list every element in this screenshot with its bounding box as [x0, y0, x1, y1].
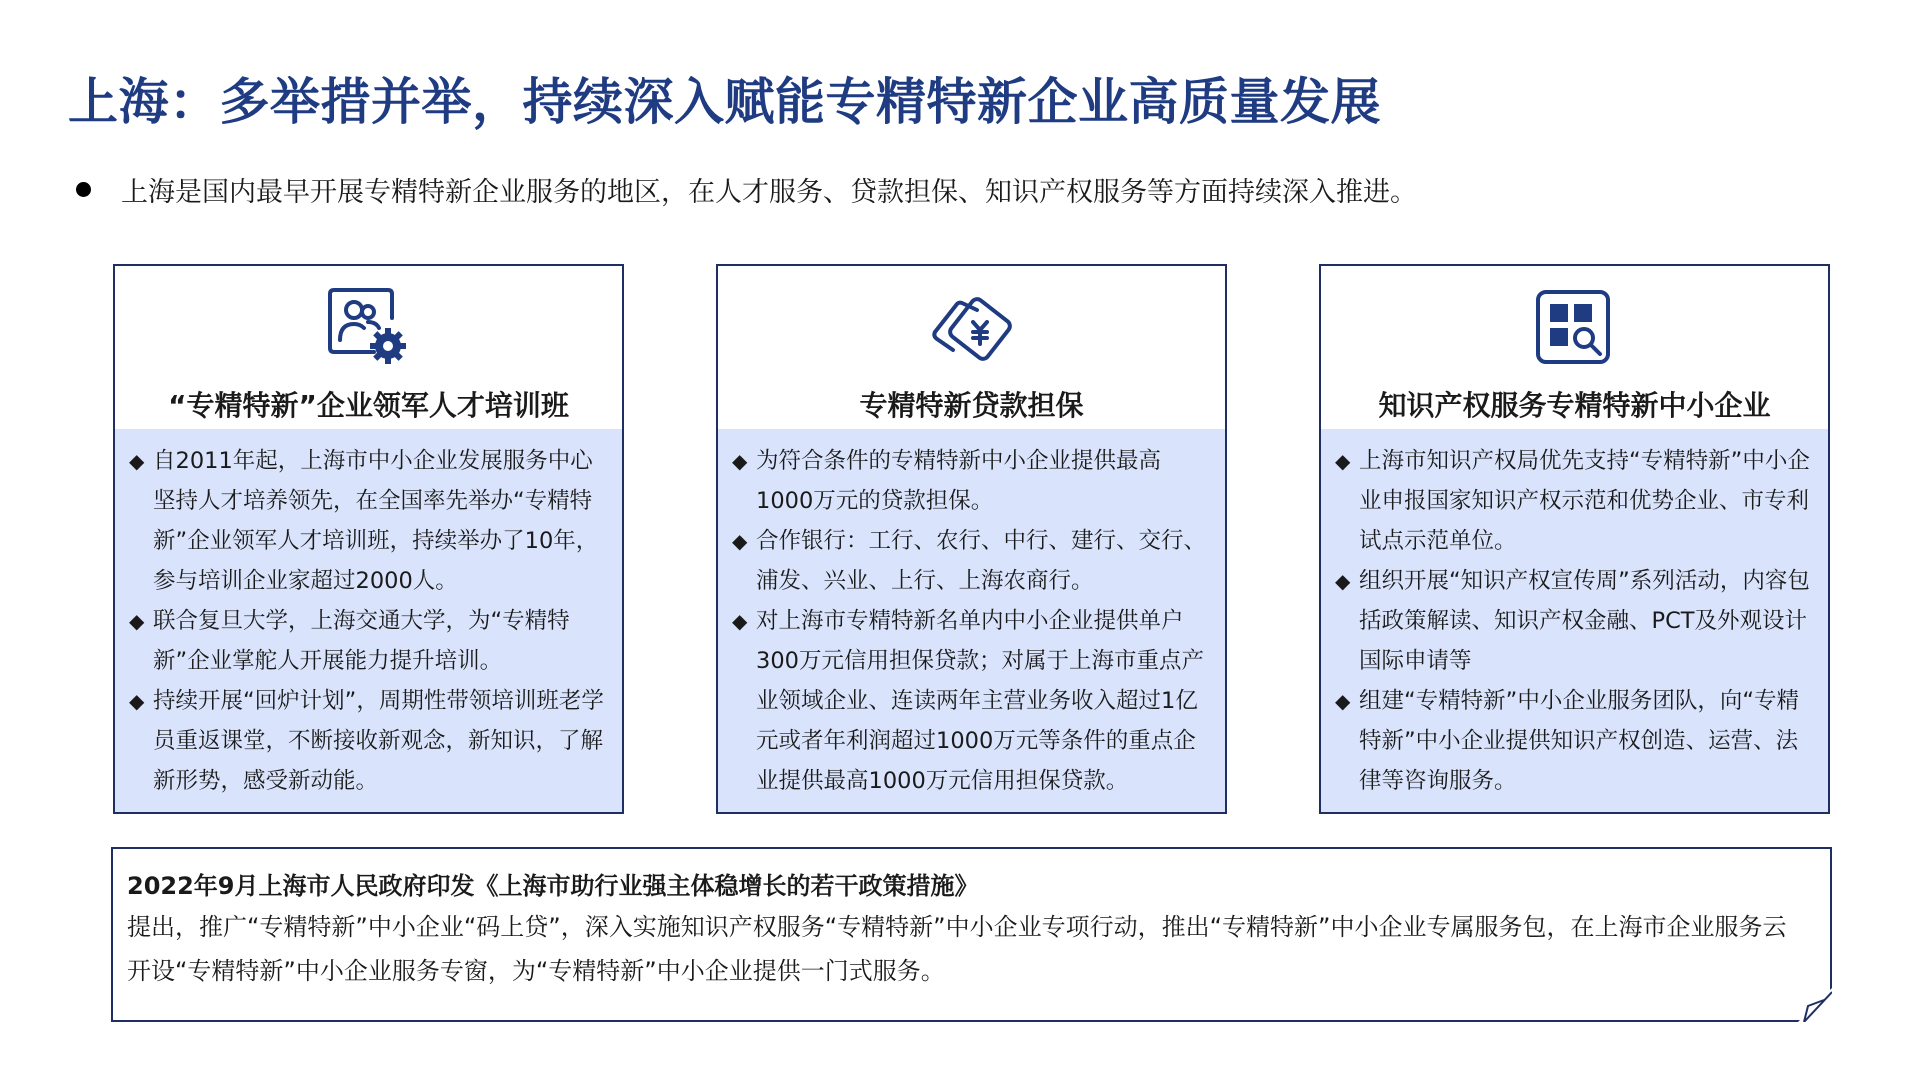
diamond-bullet-icon: ◆ [1335, 449, 1351, 473]
diamond-bullet-icon: ◆ [732, 529, 748, 553]
card-body [1321, 429, 1828, 812]
list-item: ◆ 合作银行：工行、农行、中行、建行、交行、浦发、兴业、上行、上海农商行。 [732, 521, 1211, 601]
list-item: ◆ 对上海市专精特新名单内中小企业提供单户300万元信用担保贷款；对属于上海市重点产业领域企业、连读两年主营业务收入超过1亿元或者年利润超过1000万元等条件的重点企业提供最高1000万元信用担保贷款。 [732, 601, 1211, 801]
policy-note [111, 847, 1832, 1022]
diamond-bullet-icon: ◆ [1335, 689, 1351, 713]
list-item: ◆ 组建“专精特新”中小企业服务团队，向“专精特新”中小企业提供知识产权创造、运营、法律等咨询服务。 [1335, 681, 1814, 801]
diamond-bullet-icon: ◆ [732, 449, 748, 473]
card-title: 专精特新贷款担保 [859, 389, 1084, 422]
card-title: 知识产权服务专精特新中小企业 [1378, 389, 1771, 422]
diamond-bullet-icon: ◆ [129, 449, 145, 473]
diamond-bullet-icon: ◆ [129, 609, 145, 633]
card-loan-guarantee [716, 264, 1227, 814]
list-item: ◆ 为符合条件的专精特新中小企业提供最高1000万元的贷款担保。 [732, 441, 1211, 521]
card-title: “专精特新”企业领军人才培训班 [168, 389, 569, 422]
diamond-bullet-icon: ◆ [129, 689, 145, 713]
list-item: ◆ 自2011年起，上海市中小企业发展服务中心坚持人才培养领先，在全国率先举办“专精特新”企业领军人才培训班，持续举办了10年，参与培训企业家超过2000人。 [129, 441, 608, 601]
card-ip-service [1319, 264, 1830, 814]
card-talent-training [113, 264, 624, 814]
intro-text: 上海是国内最早开展专精特新企业服务的地区，在人才服务、贷款担保、知识产权服务等方面持续深入推进。 [121, 177, 1417, 208]
diamond-bullet-icon: ◆ [1335, 569, 1351, 593]
policy-text: 提出，推广“专精特新”中小企业“码上贷”，深入实施知识产权服务“专精特新”中小企业专项行动，推出“专精特新”中小企业专属服务包，在上海市企业服务云开设“专精特新”中小企业服务专窗，为“专精特新”中小企业提供一门式服务。 [127, 913, 1787, 985]
list-item: ◆ 组织开展“知识产权宣传周”系列活动，内容包括政策解读、知识产权金融、PCT及外观设计国际申请等 [1335, 561, 1814, 681]
list-item: ◆ 联合复旦大学，上海交通大学，为“专精特新”企业掌舵人开展能力提升培训。 [129, 601, 608, 681]
page-fold-icon [1798, 988, 1832, 1022]
page-title: 上海：多举措并举，持续深入赋能专精特新企业高质量发展 [68, 73, 1381, 131]
diamond-bullet-icon: ◆ [732, 609, 748, 633]
intro-bullet [76, 170, 1417, 209]
policy-title: 2022年9月上海市人民政府印发《上海市助行业强主体稳增长的若干政策措施》 [127, 872, 979, 900]
list-item: ◆ 上海市知识产权局优先支持“专精特新”中小企业申报国家知识产权示范和优势企业、市专利试点示范单位。 [1335, 441, 1814, 561]
list-item: ◆ 持续开展“回炉计划”，周期性带领培训班老学员重返课堂，不断接收新观念，新知识，了解新形势，感受新动能。 [129, 681, 608, 801]
card-body [718, 429, 1225, 812]
users-gear-icon [324, 284, 414, 374]
card-body [115, 429, 622, 812]
yuan-card-icon [927, 284, 1017, 374]
grid-search-icon [1530, 284, 1620, 374]
bullet-dot [76, 182, 91, 197]
